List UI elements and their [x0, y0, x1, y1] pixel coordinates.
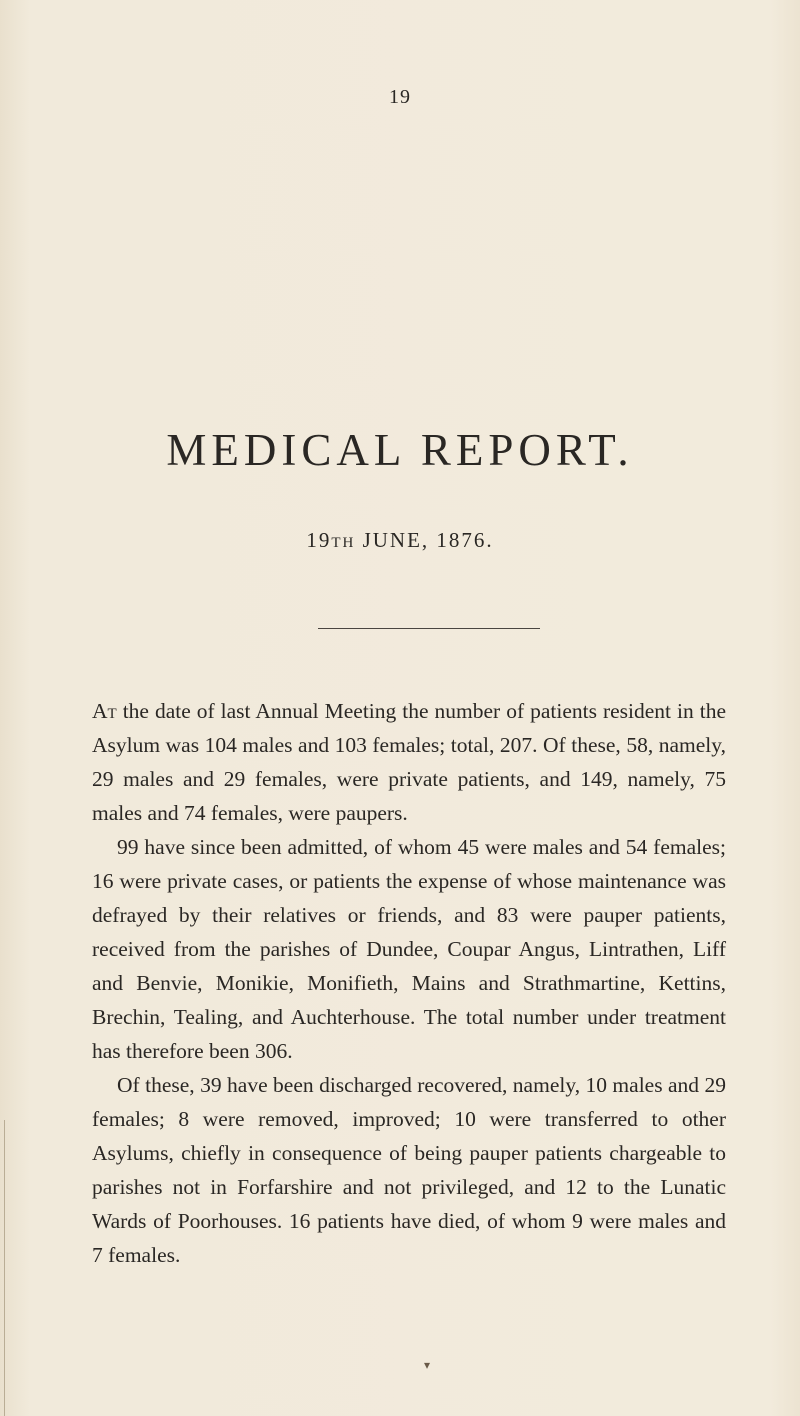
- date-rest: JUNE, 1876.: [355, 528, 494, 552]
- report-body: [92, 694, 726, 1272]
- paragraph-2: 99 have since been admitted, of whom 45 were males and 54 females; 16 were private cases, or patients the expense of whose maintenance was defrayed by their relatives or friends, and 83 were pauper patients, received from the parishes of Dundee, Coupar Angus, Lintrathen, Liff and Benvie, Monikie, Monifieth, Mains and Strathmartine, Kettins, Brechin, Tealing, and Auchterhouse. The total number under treatment has therefore been 306.: [92, 835, 726, 1063]
- page-number: 19: [389, 86, 411, 108]
- date-day: 19: [306, 528, 332, 552]
- paragraph-1: [92, 694, 726, 830]
- report-title: MEDICAL REPORT.: [166, 425, 634, 475]
- ink-speck: ▾: [424, 1358, 431, 1372]
- paragraph-1-lead: At: [92, 699, 117, 723]
- date-day-suffix: TH: [331, 535, 356, 551]
- report-date: [0, 528, 800, 553]
- paragraph-1-text: the date of last Annual Meeting the number of patients resident in the Asylum was 104 males and 103 females; total, 207. Of these, 58, namely, 29 males and 29 females, were private patients, and 149, namely, 75 males and 74 females, were paupers.: [92, 699, 726, 825]
- section-divider: [318, 628, 540, 629]
- binding-edge: [4, 1120, 5, 1416]
- paragraph-3: Of these, 39 have been discharged recovered, namely, 10 males and 29 females; 8 were removed, improved; 10 were transferred to other Asylums, chiefly in consequence of being pauper patients chargeable to parishes not in Forfarshire and not privileged, and 12 to the Lunatic Wards of Poorhouses. 16 patients have died, of whom 9 were males and 7 females.: [92, 1073, 726, 1267]
